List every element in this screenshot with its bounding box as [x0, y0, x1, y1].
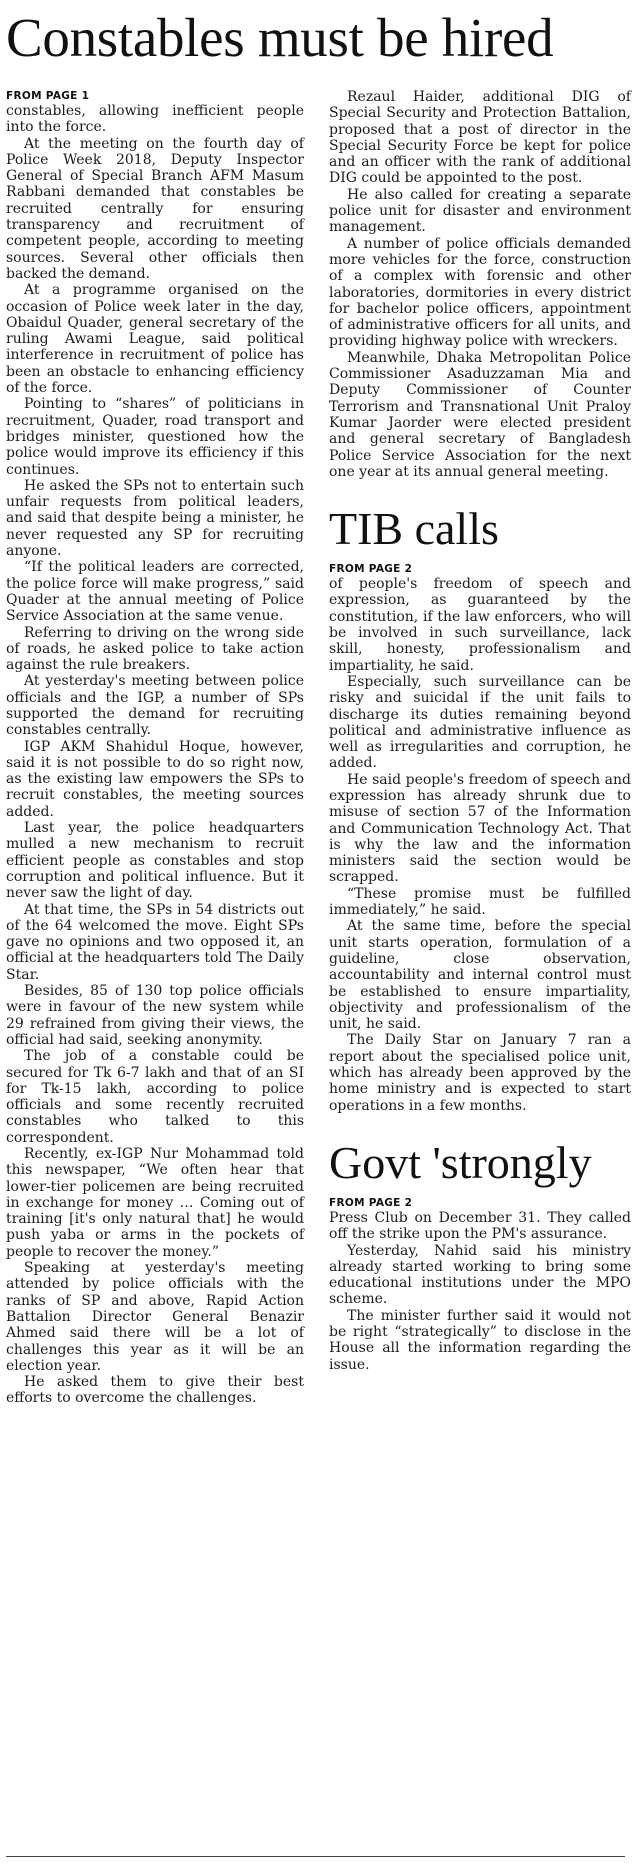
main-story-paragraph: He asked the SPs not to entertain such unfair requests from political leaders, and said that despite being a minister, he never requested any SP for recruiting anyone.: [6, 477, 304, 560]
main-story-paragraph: IGP AKM Shahidul Hoque, however, said it is not possible to do so right now, as the existing law empowers the SPs to recruit constables, the meeting sources added.: [6, 738, 304, 820]
main-story-paragraph: At that time, the SPs in 54 districts out of the 64 welcomed the move. Eight SPs gave no opinions and two opposed it, an official at the headquarters told The Daily Star.: [6, 901, 304, 983]
govt-from-page: FROM PAGE 2: [329, 1196, 413, 1209]
govt-paragraph: Press Club on December 31. They called off the strike upon the PM's assurance.: [329, 1209, 631, 1243]
left-column: [6, 89, 304, 1407]
tib-paragraph: “These promise must be fulfilled immediately,” he said.: [329, 885, 631, 919]
tib-paragraph: He said people's freedom of speech and expression has already shrunk due to misuse of section 57 of the Information and Communication Technology Act. That is why the law and the information ministers said the section would be scrapped.: [329, 771, 631, 886]
tib-paragraph: At the same time, before the special unit starts operation, formulation of a guideline, close observation, accountability and internal control must be established to ensure impartiality, objectivity and professionalism of the unit, he said.: [329, 918, 631, 1033]
main-story-paragraph: Last year, the police headquarters mulled a new mechanism to recruit efficient people as constables and stop corruption and political influence. But it never saw the light of day.: [6, 820, 304, 902]
right-column: [329, 89, 631, 1407]
main-story-paragraph: Referring to driving on the wrong side of roads, he asked police to take action against the rule breakers.: [6, 624, 304, 674]
tib-paragraph: Especially, such surveillance can be risky and suicidal if the unit fails to discharge its duties remaining beyond political and administrative influence as well as irregularities and corruption, he added.: [329, 673, 631, 772]
main-story-paragraph: “If the political leaders are corrected, the police force will make progress,” said Quader at the annual meeting of Police Service Association at the same venue.: [6, 559, 304, 625]
main-story-paragraph: At yesterday's meeting between police officials and the IGP, a number of SPs supported the demand for recruiting constables centrally.: [6, 673, 304, 739]
main-story-paragraph: Meanwhile, Dhaka Metropolitan Police Commissioner Asaduzzaman Mia and Deputy Commissioner of Counter Terrorism and Transnational Unit Praloy Kumar Jaorder were elected president and general secretary of Bangladesh Police Service Association for the next one year at its annual general meeting.: [329, 349, 631, 480]
main-story-paragraph: Besides, 85 of 130 top police officials were in favour of the new system while 29 refrained from giving their views, the official had said, seeking anonymity.: [6, 983, 304, 1048]
main-story-from-page: FROM PAGE 1: [6, 90, 90, 102]
tib-from-page: FROM PAGE 2: [329, 563, 413, 576]
main-story-paragraph: constables, allowing inefficient people into the force.: [6, 103, 304, 136]
main-story-paragraph: The job of a constable could be secured for Tk 6-7 lakh and that of an SI for Tk-15 lakh, according to police officials and some recently recruited constables who talked to this correspondent.: [6, 1048, 304, 1146]
main-headline: Constables must be hired: [6, 7, 554, 68]
govt-headline: Govt 'strongly: [329, 1136, 592, 1188]
tib-headline: TIB calls: [329, 503, 499, 555]
main-story-paragraph: Recently, ex-IGP Nur Mohammad told this newspaper, “We often hear that lower-tier policemen are being recruited in exchange for money … Coming out of training [it's only natural that] he would push yaba or arms in the pockets of people to recover the money.”: [6, 1146, 304, 1260]
main-story-paragraph: Speaking at yesterday's meeting attended by police officials with the ranks of SP and above, Rapid Action Battalion Director General Benazir Ahmed said there will be a lot of challenges this year as it will be an election year.: [6, 1260, 304, 1374]
bottom-divider: [6, 1856, 625, 1857]
main-story-paragraph: He also called for creating a separate police unit for disaster and environment management.: [329, 186, 631, 236]
tib-paragraph: The Daily Star on January 7 ran a report about the specialised police unit, which has already been approved by the home ministry and is expected to start operations in a few months.: [329, 1032, 631, 1114]
main-story-paragraph: Rezaul Haider, additional DIG of Special Security and Protection Battalion, proposed that a post of director in the Special Security Force be kept for police and an officer with the rank of additional DIG could be appointed to the post.: [329, 89, 631, 187]
govt-paragraph: The minister further said it would not be right “strategically” to disclose in the House all the information regarding the issue.: [329, 1307, 631, 1373]
main-story-paragraph: Pointing to “shares” of politicians in recruitment, Quader, road transport and bridges minister, questioned how the police would improve its efficiency if this continues.: [6, 396, 304, 478]
tib-paragraph: of people's freedom of speech and expression, as guaranteed by the constitution, if the law enforcers, who will be involved in such surveillance, lack skill, honesty, professionalism and impartiality, he said.: [329, 576, 631, 674]
main-story-paragraph: At a programme organised on the occasion of Police week later in the day, Obaidul Quader, general secretary of the ruling Awami League, said political interference in recruitment of police has been an obstacle to enhancing efficiency of the force.: [6, 282, 304, 397]
main-story-paragraph: He asked them to give their best efforts to overcome the challenges.: [6, 1374, 304, 1407]
govt-paragraph: Yesterday, Nahid said his ministry already started working to bring some educational institutions under the MPO scheme.: [329, 1242, 631, 1308]
article-columns: [6, 89, 631, 1407]
main-story-paragraph: At the meeting on the fourth day of Police Week 2018, Deputy Inspector General of Special Branch AFM Masum Rabbani demanded that constables be recruited centrally for ensuring transparency and recruitment of competent people, according to meeting sources. Several other officials then backed the demand.: [6, 135, 304, 282]
main-story-paragraph: A number of police officials demanded more vehicles for the force, construction of a complex with forensic and other laboratories, dormitories in every district for bachelor police officers, appointment of administrative officers for all units, and providing highway police with wreckers.: [329, 235, 631, 350]
